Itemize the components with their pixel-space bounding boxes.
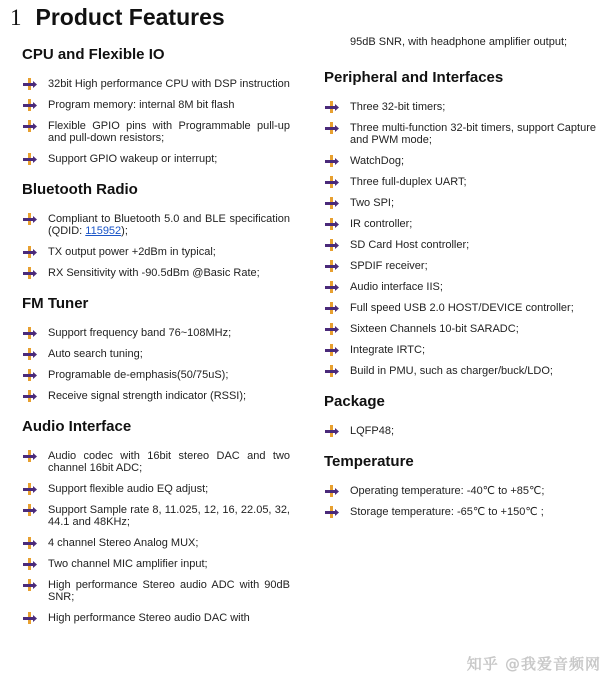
list-item: Audio interface IIS;	[324, 281, 596, 293]
list-item: Flexible GPIO pins with Programmable pull-up and pull-down resistors;	[22, 120, 290, 144]
list-item: Support flexible audio EQ adjust;	[22, 483, 290, 495]
page-title	[10, 4, 225, 31]
list-item: SD Card Host controller;	[324, 239, 596, 251]
bullet-icon	[325, 122, 339, 134]
bullet-icon	[23, 327, 37, 339]
bullet-icon	[23, 213, 37, 225]
bullet-icon	[325, 197, 339, 209]
bullet-icon	[23, 153, 37, 165]
bullet-icon	[23, 558, 37, 570]
list-item: WatchDog;	[324, 155, 596, 167]
list-item: High performance Stereo audio DAC with	[22, 612, 290, 624]
list-item: Compliant to Bluetooth 5.0 and BLE specification (QDID: 115952);	[22, 213, 290, 237]
list-item: 4 channel Stereo Analog MUX;	[22, 537, 290, 549]
bullet-icon	[23, 612, 37, 624]
bullet-icon	[23, 348, 37, 360]
left-column	[22, 46, 290, 640]
bullet-icon	[23, 579, 37, 591]
list-item: LQFP48;	[324, 425, 596, 437]
section-audio-interface	[22, 418, 290, 624]
list-item: Integrate IRTC;	[324, 344, 596, 356]
list-item: Support GPIO wakeup or interrupt;	[22, 153, 290, 165]
list-item: 32bit High performance CPU with DSP instruction	[22, 78, 290, 90]
qdid-link[interactable]: 115952	[85, 225, 122, 237]
bullet-icon	[325, 485, 339, 497]
list-item: Auto search tuning;	[22, 348, 290, 360]
bullet-icon	[23, 504, 37, 516]
list-item: High performance Stereo audio ADC with 90dB SNR;	[22, 579, 290, 603]
section-bluetooth	[22, 181, 290, 279]
list-item: Audio codec with 16bit stereo DAC and two channel 16bit ADC;	[22, 450, 290, 474]
bullet-icon	[325, 218, 339, 230]
bullet-icon	[325, 425, 339, 437]
section-heading: Audio Interface	[22, 418, 132, 435]
bullet-icon	[23, 390, 37, 402]
list-item: Operating temperature: -40℃ to +85℃;	[324, 485, 596, 497]
bullet-icon	[325, 176, 339, 188]
section-cpu	[22, 46, 290, 165]
list-item: RX Sensitivity with -90.5dBm @Basic Rate;	[22, 267, 290, 279]
list-item: Build in PMU, such as charger/buck/LDO;	[324, 365, 596, 377]
section-title: Product Features	[35, 4, 225, 30]
list-item: Three full-duplex UART;	[324, 176, 596, 188]
bullet-icon	[325, 344, 339, 356]
continued-text: 95dB SNR, with headphone amplifier output;	[350, 36, 568, 48]
section-heading: Bluetooth Radio	[22, 181, 138, 198]
section-temperature	[324, 453, 596, 518]
section-peripheral	[324, 69, 596, 377]
list-item: Three multi-function 32-bit timers, support Capture and PWM mode;	[324, 122, 596, 146]
list-item: Receive signal strength indicator (RSSI);	[22, 390, 290, 402]
right-column	[324, 36, 596, 534]
bullet-icon	[23, 99, 37, 111]
list-item: IR controller;	[324, 218, 596, 230]
bullet-icon	[325, 239, 339, 251]
bullet-icon	[325, 155, 339, 167]
list-item: Programable de-emphasis(50/75uS);	[22, 369, 290, 381]
section-heading: FM Tuner	[22, 295, 89, 312]
list-item: Two SPI;	[324, 197, 596, 209]
list-item: TX output power +2dBm in typical;	[22, 246, 290, 258]
bullet-icon	[325, 260, 339, 272]
list-item: Support frequency band 76~108MHz;	[22, 327, 290, 339]
watermark: 知乎 @我爱音频网	[466, 655, 601, 673]
bullet-icon	[23, 369, 37, 381]
list-item: Support Sample rate 8, 11.025, 12, 16, 22.05, 32, 44.1 and 48KHz;	[22, 504, 290, 528]
list-item: Full speed USB 2.0 HOST/DEVICE controller;	[324, 302, 596, 314]
bullet-icon	[325, 365, 339, 377]
bullet-icon	[23, 267, 37, 279]
bullet-icon	[325, 323, 339, 335]
bullet-icon	[23, 78, 37, 90]
bullet-icon	[325, 101, 339, 113]
list-item: Sixteen Channels 10-bit SARADC;	[324, 323, 596, 335]
section-heading: Temperature	[324, 453, 414, 470]
bullet-icon	[325, 302, 339, 314]
section-number: 1	[10, 5, 22, 30]
section-heading: Peripheral and Interfaces	[324, 69, 504, 86]
bullet-icon	[23, 120, 37, 132]
bullet-icon	[23, 537, 37, 549]
bullet-icon	[325, 281, 339, 293]
list-item: SPDIF receiver;	[324, 260, 596, 272]
bullet-icon	[23, 450, 37, 462]
section-fm-tuner	[22, 295, 290, 402]
list-item: Two channel MIC amplifier input;	[22, 558, 290, 570]
section-heading: CPU and Flexible IO	[22, 46, 165, 63]
bullet-icon	[23, 246, 37, 258]
bullet-icon	[23, 483, 37, 495]
section-package	[324, 393, 596, 437]
list-item: Three 32-bit timers;	[324, 101, 596, 113]
list-item: Storage temperature: -65℃ to +150℃ ;	[324, 506, 596, 518]
bullet-icon	[325, 506, 339, 518]
list-item: Program memory: internal 8M bit flash	[22, 99, 290, 111]
section-heading: Package	[324, 393, 385, 410]
